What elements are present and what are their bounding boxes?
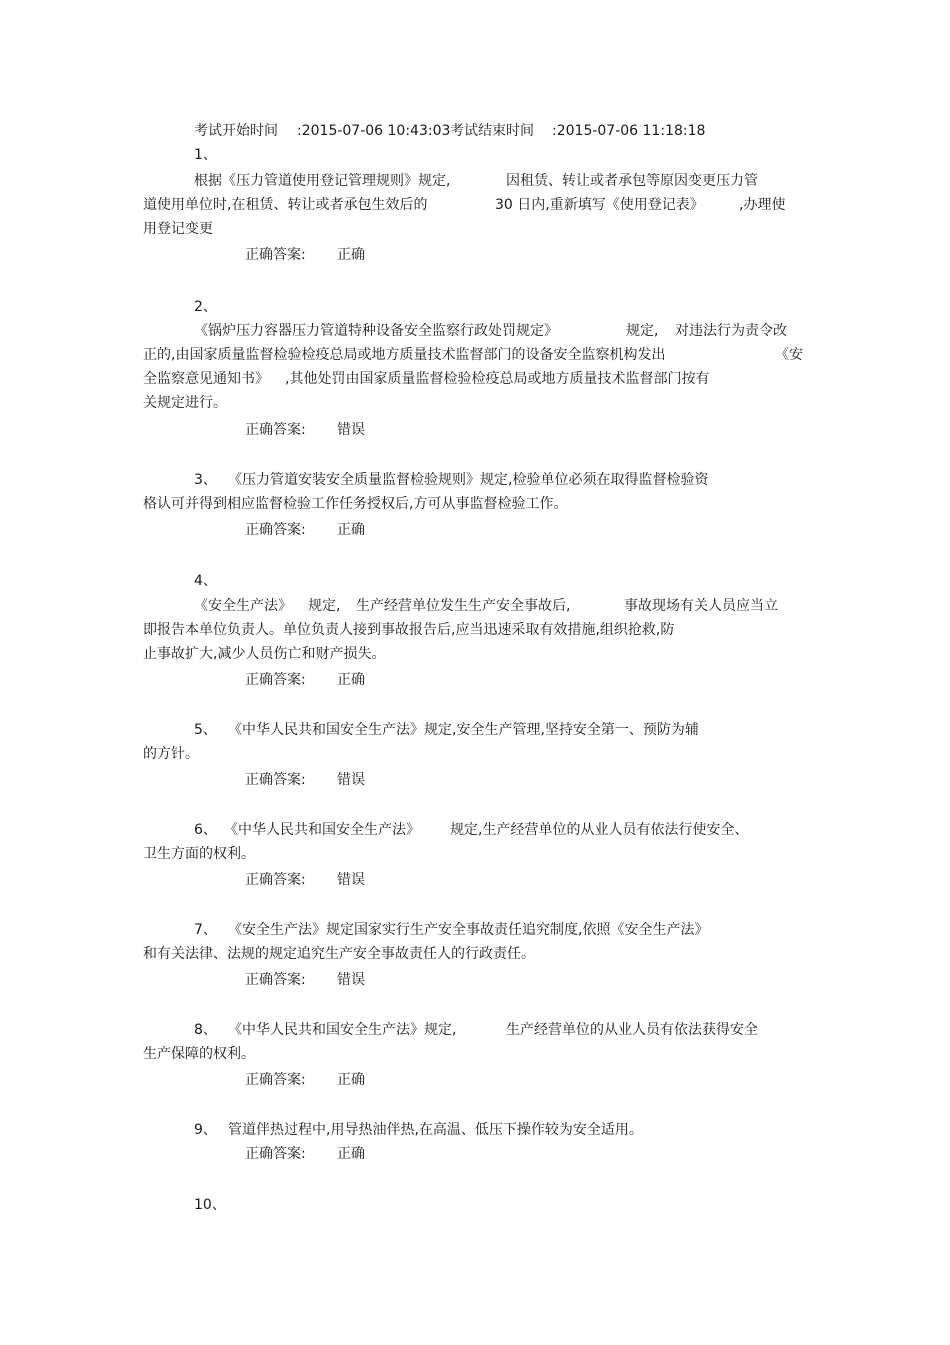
question-number: 3、: [194, 472, 217, 488]
question-text-line: 《中华人民共和国安全生产法》规定, 生产经营单位的从业人员有依法获得安全: [228, 1022, 758, 1038]
question-text-line: 和有关法律、法规的规定追究生产安全事故责任人的行政责任。: [143, 946, 535, 962]
end-time-label: 考试结束时间: [450, 123, 534, 139]
question-text-line: 卫生方面的权利。: [143, 846, 255, 862]
question-text-line: 根据《压力管道使用登记管理规则》规定, 因租赁、转让或者承包等原因变更压力管: [194, 173, 758, 189]
answer-label: 正确答案:: [245, 1072, 306, 1088]
question-text-line: 《中华人民共和国安全生产法》规定,安全生产管理,坚持安全第一、预防为辅: [228, 722, 699, 738]
answer-value: 错误: [337, 772, 365, 788]
answer-value: 正确: [337, 1146, 365, 1162]
question-text-line: 《安全生产法》 规定, 生产经营单位发生生产安全事故后, 事故现场有关人员应当立: [194, 598, 778, 614]
question-text-line: 即报告本单位负责人。单位负责人接到事故报告后,应当迅速采取有效措施,组织抢救,防: [143, 622, 675, 638]
answer-label: 正确答案:: [245, 422, 306, 438]
question-text-line: 《中华人民共和国安全生产法》 规定,生产经营单位的从业人员有依法行使安全、: [224, 822, 749, 838]
question-number: 1、: [194, 147, 217, 163]
answer-value: 正确: [337, 247, 365, 263]
question-text-line: 《安全生产法》规定国家实行生产安全事故责任追究制度,依照《安全生产法》: [228, 922, 709, 938]
answer-label: 正确答案:: [245, 1146, 306, 1162]
start-time-value: :2015-07-06 10:43:03: [297, 123, 451, 139]
answer-label: 正确答案:: [245, 522, 306, 538]
correct-answer: [245, 521, 365, 593]
question-text-line: 《压力管道安装安全质量监督检验规则》规定,检验单位必须在取得监督检验资: [228, 472, 709, 488]
question-number: 7、: [194, 922, 217, 938]
question-number: 8、: [194, 1022, 217, 1038]
answer-value: 错误: [337, 422, 365, 438]
question-text-line: 管道伴热过程中,用导热油伴热,在高温、低压下操作较为安全适用。: [228, 1122, 643, 1138]
question-text-line: 止事故扩大,减少人员伤亡和财产损失。: [143, 646, 386, 662]
answer-value: 正确: [337, 522, 365, 538]
question-text-line: 的方针。: [143, 746, 199, 762]
answer-value: 错误: [337, 872, 365, 888]
question-text-line: 关规定进行。: [143, 395, 227, 411]
question-number: 6、: [194, 822, 217, 838]
question-number: 5、: [194, 722, 217, 738]
answer-label: 正确答案:: [245, 772, 306, 788]
correct-answer: [245, 246, 365, 318]
question-text-line: 用登记变更: [143, 221, 213, 237]
answer-value: 正确: [337, 672, 365, 688]
question-number: 4、: [194, 573, 217, 589]
question-text-line: 生产保障的权利。: [143, 1046, 255, 1062]
answer-value: 错误: [337, 972, 365, 988]
question-text-line: 全监察意见通知书》 ,其他处罚由国家质量监督检验检疫总局或地方质量技术监督部门按有: [143, 371, 710, 387]
answer-value: 正确: [337, 1072, 365, 1088]
correct-answer: [245, 1145, 365, 1217]
question-number: 10、: [194, 1197, 226, 1213]
question-text-line: 格认可并得到相应监督检验工作任务授权后,方可从事监督检验工作。: [143, 496, 568, 512]
answer-label: 正确答案:: [245, 972, 306, 988]
answer-label: 正确答案:: [245, 672, 306, 688]
answer-label: 正确答案:: [245, 872, 306, 888]
end-time-value: :2015-07-06 11:18:18: [552, 123, 706, 139]
start-time-label: 考试开始时间: [194, 123, 278, 139]
question-text-line: 《锅炉压力容器压力管道特种设备安全监察行政处罚规定》 规定, 对违法行为责令改: [194, 323, 787, 339]
question-text-line: 正的,由国家质量监督检验检疫总局或地方质量技术监督部门的设备安全监察机构发出 《安: [143, 347, 803, 363]
question-text-line: 道使用单位时,在租赁、转让或者承包生效后的 30 日内,重新填写《使用登记表》 ,办理使: [143, 197, 786, 213]
answer-label: 正确答案:: [245, 247, 306, 263]
question-number: 9、: [194, 1122, 217, 1138]
question-number: 2、: [194, 299, 217, 315]
